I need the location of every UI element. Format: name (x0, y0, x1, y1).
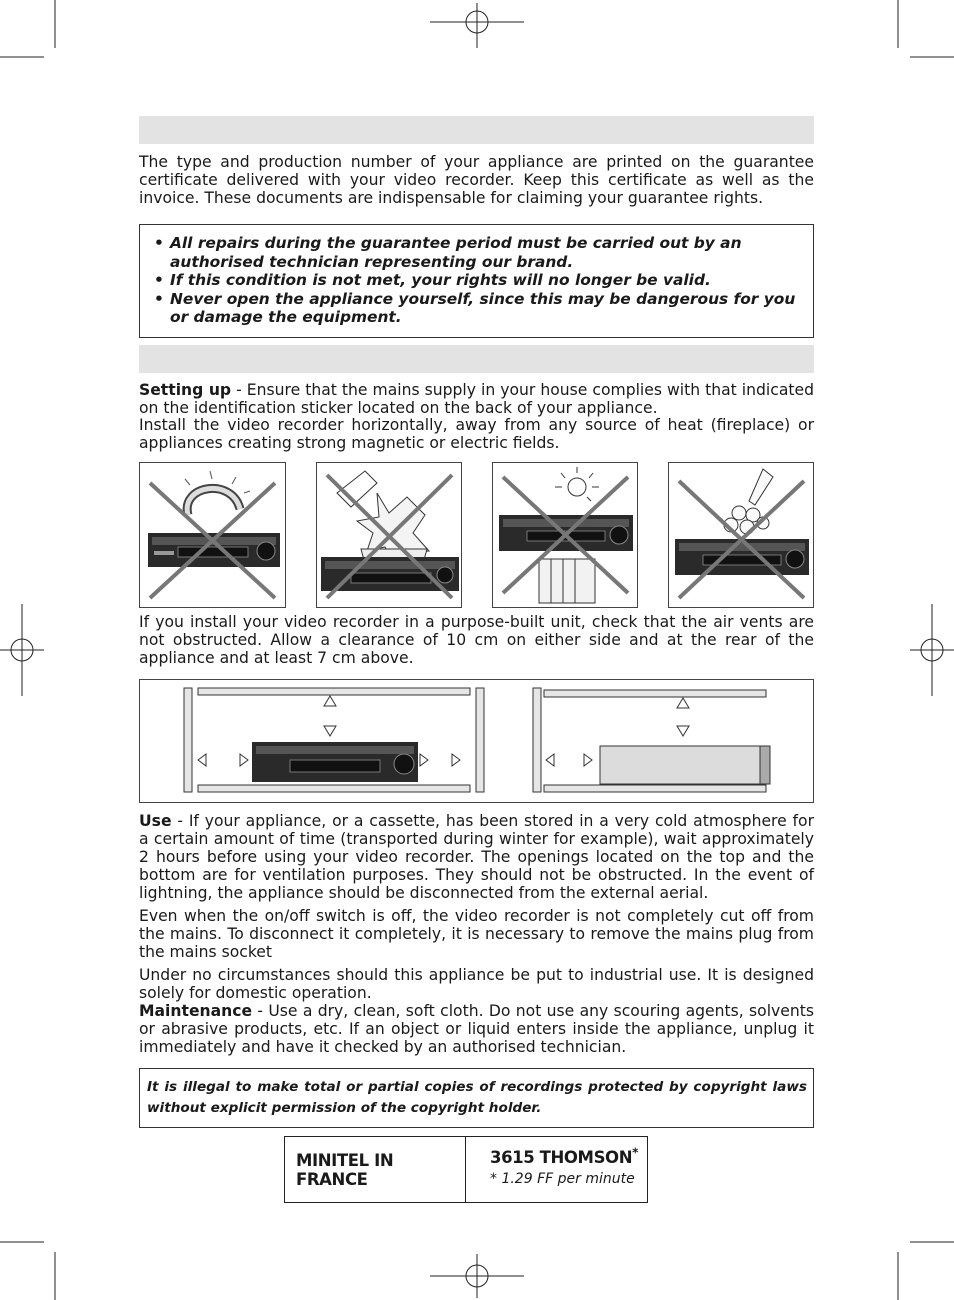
minitel-label: MINITEL IN FRANCE (296, 1150, 394, 1189)
section-header-bar-guarantee (139, 116, 814, 144)
onoff-paragraph: Even when the on/off switch is off, the video recorder is not completely cut off from the mains. To disconnect it completely, it is necessary to remove the mains plug from the mains socket (139, 907, 814, 961)
magnet-prohibited-icon (140, 463, 285, 607)
builtin-unit-paragraph: If you install your video recorder in a purpose-built unit, check that the air vents are not obstructed. Allow a clearance of 10 cm on either side and at the rear of the appliance and at least 7 cm above. (139, 613, 814, 667)
minitel-asterisk: * (632, 1145, 638, 1160)
flowers-prohibited-icon (669, 463, 813, 607)
setting-up-paragraph (139, 381, 814, 417)
guarantee-intro: The type and production number of your appliance are printed on the guarantee certificate delivered with your video recorder. Keep this certificate as well as the invoice. These documents are indispensable for claiming your guarantee rights. (139, 153, 814, 207)
illustration-heat (492, 462, 638, 608)
use-label: Use (139, 812, 172, 830)
maintenance-label: Maintenance (139, 1002, 253, 1020)
illustration-plant (316, 462, 462, 608)
industrial-paragraph: Under no circumstances should this appliance be put to industrial use. It is designed solely for domestic operation. (139, 966, 814, 1002)
setting-up-text: - Ensure that the mains supply in your house complies with that indicated on the identification sticker located on the back of your appliance. (139, 381, 814, 417)
illustration-magnet (139, 462, 286, 608)
minitel-box (284, 1136, 648, 1203)
minitel-service-cell (466, 1137, 647, 1202)
illustration-flowers (668, 462, 814, 608)
setting-up-label: Setting up (139, 381, 232, 399)
copyright-notice: It is illegal to make total or partial copies of recordings protected by copyright laws without explicit permission of the copyright holder. (147, 1079, 807, 1116)
warning-item: • All repairs during the guarantee period must be carried out by an authorised technician representing our brand. (148, 234, 808, 271)
heat-sun-radiator-prohibited-icon (493, 463, 637, 607)
section-header-bar-precautions (139, 345, 814, 373)
use-text: - If your appliance, or a cassette, has been stored in a very cold atmosphere for a certain amount of time (transported during winter for example), wait approximately 2 hours before using your video recorder. The openings located on the top and the bottom are for ventilation purposes. They should not be obstructed. In the event of lightning, the appliance should be disconnected from the external aerial. (139, 812, 814, 902)
minitel-label-cell (285, 1137, 466, 1202)
guarantee-warning-box (139, 224, 814, 338)
maintenance-paragraph (139, 1002, 814, 1056)
minitel-service: 3615 THOMSON (490, 1148, 633, 1167)
clearance-diagram (139, 679, 814, 803)
plant-watering-prohibited-icon (317, 463, 461, 607)
copyright-notice-box (139, 1068, 814, 1128)
warning-item: • Never open the appliance yourself, since this may be dangerous for you or damage the equipment. (148, 290, 808, 327)
use-paragraph (139, 812, 814, 902)
warning-item: • If this condition is not met, your rights will no longer be valid. (148, 271, 808, 290)
clearance-diagram-drawing (140, 680, 813, 802)
maintenance-text: - Use a dry, clean, soft cloth. Do not use any scouring agents, solvents or abrasive products, etc. If an object or liquid enters inside the appliance, unplug it immediately and have it checked by an authorised technician. (139, 1002, 814, 1056)
install-paragraph: Install the video recorder horizontally, away from any source of heat (fireplace) or appliances creating strong magnetic or electric fields. (139, 416, 814, 452)
minitel-price: * 1.29 FF per minute (490, 1171, 635, 1187)
